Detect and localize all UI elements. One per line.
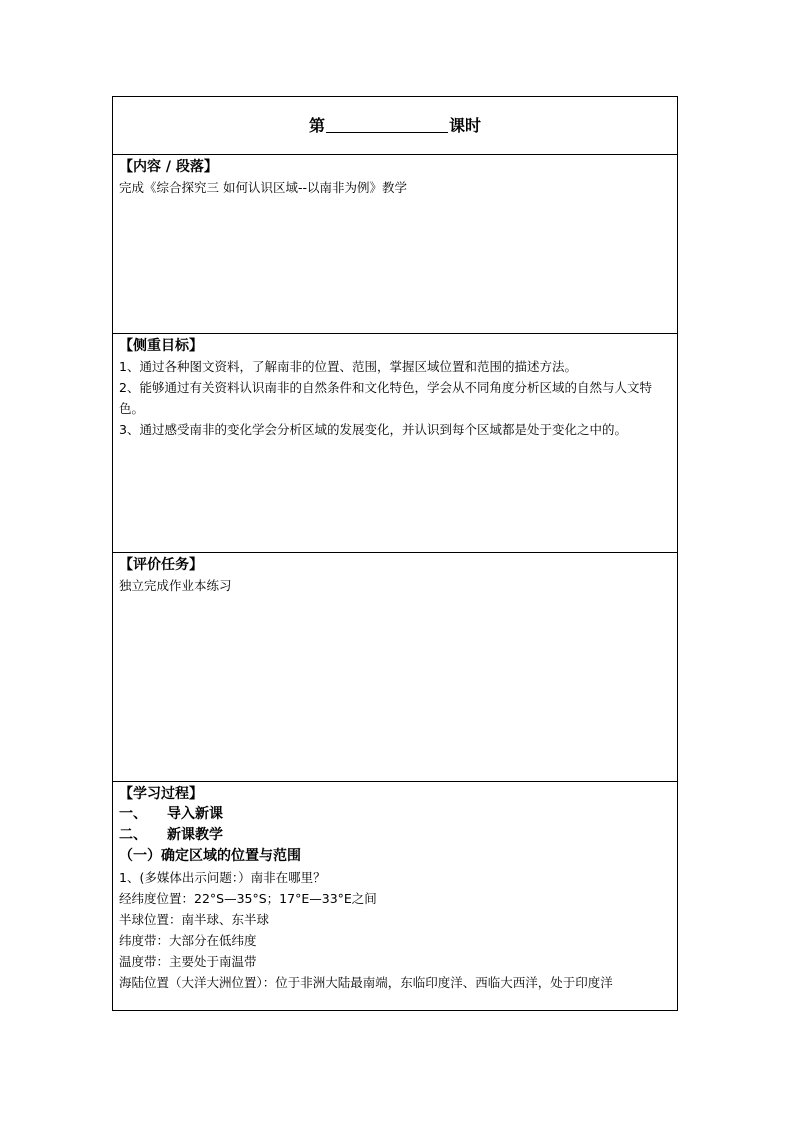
lesson-title xyxy=(113,97,678,155)
goal-item: 2、能够通过有关资料认识南非的自然条件和文化特色，学会从不同角度分析区域的自然与人文特色。 xyxy=(119,380,652,416)
lesson-table xyxy=(112,96,678,1011)
goal-item: 1、通过各种图文资料，了解南非的位置、范围，掌握区域位置和范围的描述方法。 xyxy=(119,359,577,374)
lesson-number-blank xyxy=(326,118,448,133)
content-section xyxy=(113,155,678,334)
process-line: 温度带：主要处于南温带 xyxy=(119,954,257,969)
goal-item: 3、通过感受南非的变化学会分析区域的发展变化，并认识到每个区域都是处于变化之中的。 xyxy=(119,422,627,437)
process-line: 经纬度位置：22°S—35°S；17°E—33°E之间 xyxy=(119,891,377,906)
evaluation-heading: 【评价任务】 xyxy=(119,557,203,573)
question-line: 1、(多媒体出示问题：）南非在哪里？ xyxy=(119,870,326,885)
goals-section xyxy=(113,334,678,553)
content-text: 完成《综合探究三 如何认识区域--以南非为例》教学 xyxy=(119,180,407,195)
process-section xyxy=(113,782,678,1011)
process-line: 海陆位置（大洋大洲位置）：位于非洲大陆最南端，东临印度洋、西临大西洋，处于印度洋 xyxy=(119,975,613,990)
title-suffix: 课时 xyxy=(449,116,482,135)
evaluation-section xyxy=(113,553,678,782)
title-prefix: 第 xyxy=(308,116,325,135)
goals-heading: 【侧重目标】 xyxy=(119,338,203,354)
content-heading: 【内容 / 段落】 xyxy=(119,159,218,175)
subsection-heading: （一）确定区域的位置与范围 xyxy=(119,848,301,864)
evaluation-text: 独立完成作业本练习 xyxy=(119,578,232,593)
process-line: 半球位置：南半球、东半球 xyxy=(119,912,270,927)
process-heading: 【学习过程】 xyxy=(119,786,203,802)
step-new-lesson: 二、 新课教学 xyxy=(119,827,223,843)
process-line: 纬度带：大部分在低纬度 xyxy=(119,933,257,948)
step-import: 一、 导入新课 xyxy=(119,806,223,822)
lesson-sheet xyxy=(112,96,678,1011)
